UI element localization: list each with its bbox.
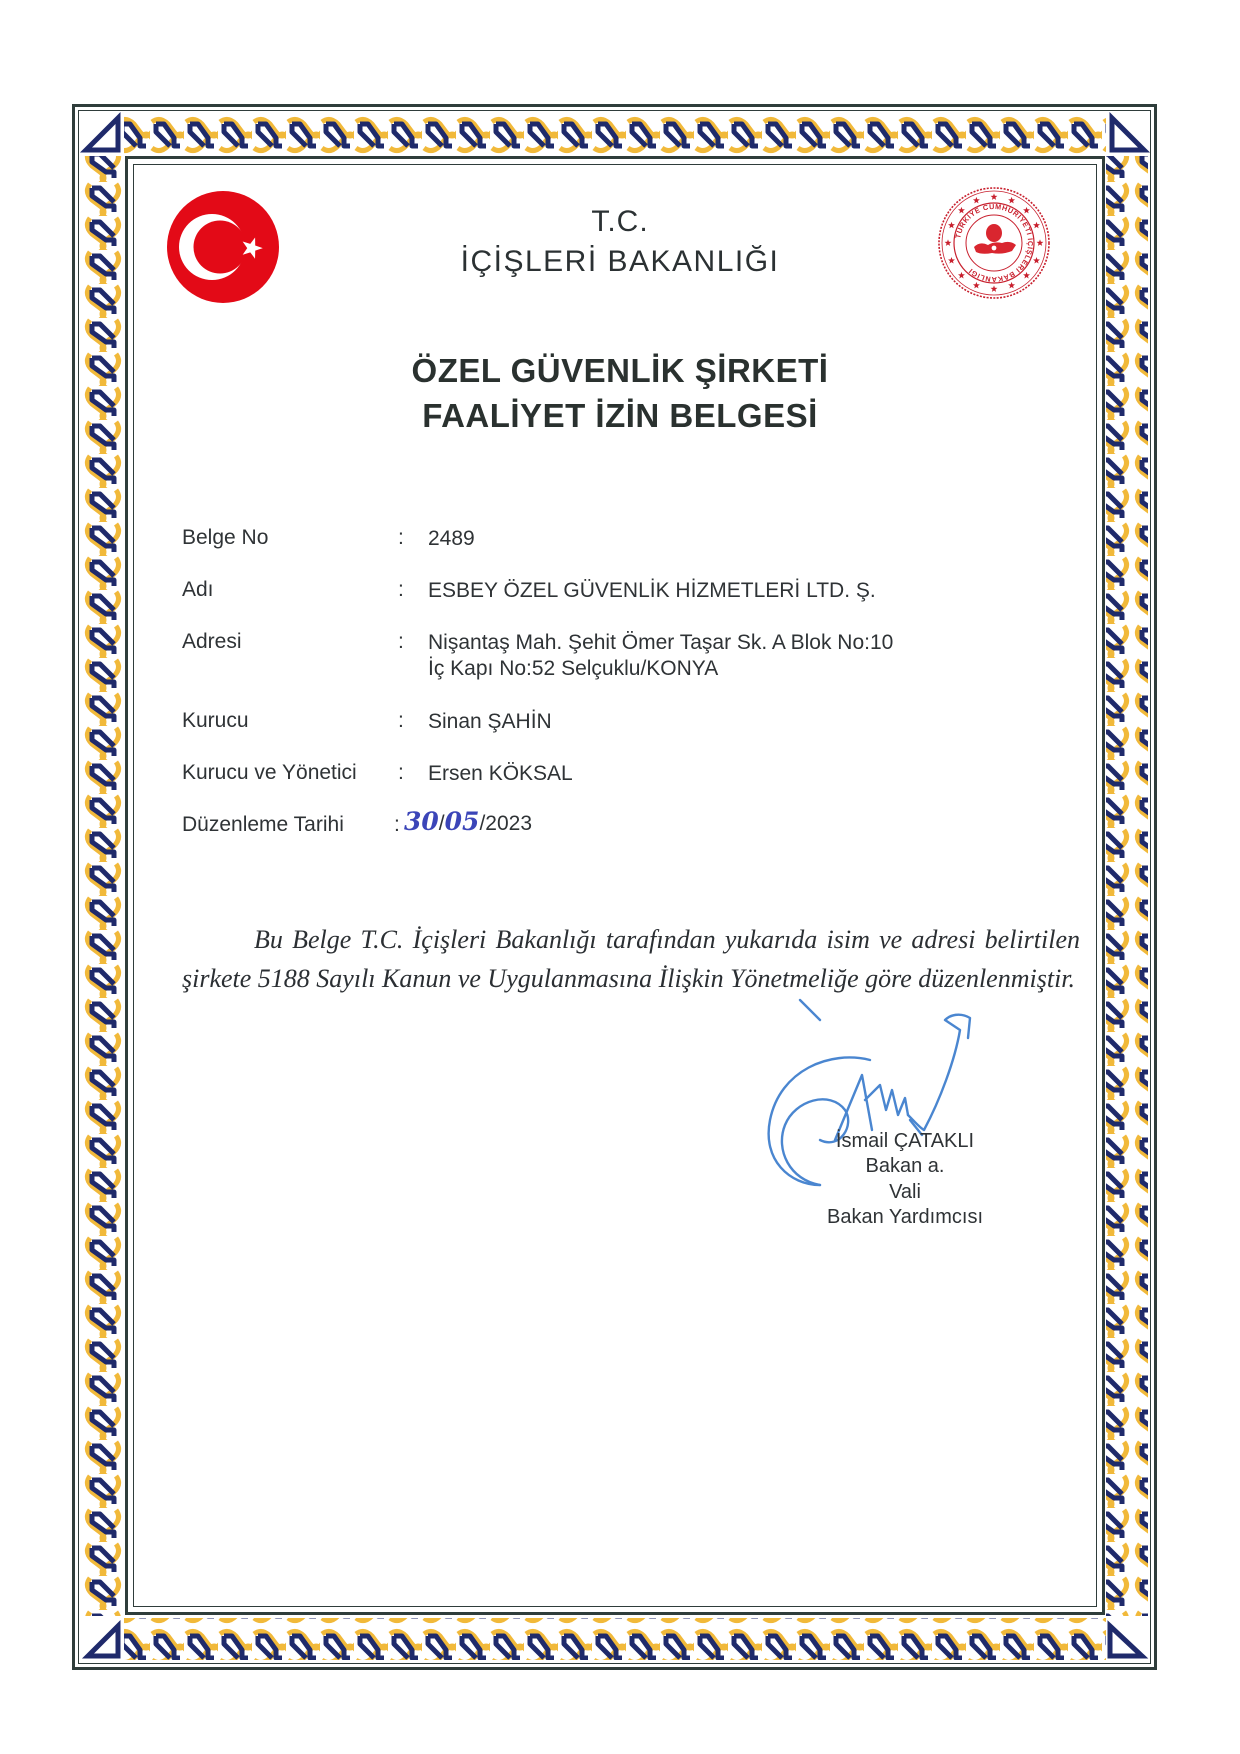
founder-manager-name: Ersen KÖKSAL [428,762,573,785]
seal-star-icon [991,193,998,200]
signatory-title-deputy-minister: Bakan Yardımcısı [827,1206,983,1228]
signatory-title-governor: Vali [889,1181,921,1203]
founder-name: Sinan ŞAHİN [428,710,552,733]
date-year: 2023 [485,812,532,835]
address-line-1: Nişantaş Mah. Şehit Ömer Taşar Sk. A Blok No:10 [428,631,894,654]
signatory-name: İsmail ÇATAKLI [835,1130,975,1152]
seal-star-icon [973,197,980,204]
field-label: Kurucu [182,709,249,732]
document-number: 2489 [428,527,475,550]
signatory-on-behalf: Bakan a. [865,1155,945,1177]
seal-star-icon [973,282,980,289]
document-title-line-1: ÖZEL GÜVENLİK ŞİRKETİ [411,352,829,389]
handwritten-day: 30 [404,807,439,836]
field-row-address [182,630,1062,686]
field-label: Adresi [182,630,242,653]
seal-text: TÜRKİYE CUMHURİYETİ İÇİŞLERİ BAKANLIĞI [953,201,1036,285]
field-separator: : [398,526,404,549]
address-line-2: İç Kapı No:52 Selçuklu/KONYA [428,657,719,680]
field-label: Kurucu ve Yönetici [182,761,357,784]
field-label: Belge No [182,526,269,549]
seal-star-icon [1008,197,1015,204]
date-separator: / [438,812,445,835]
field-separator: : [398,630,404,653]
seal-star-icon [991,285,998,292]
field-label: Adı [182,578,214,601]
date-separator: / [479,812,486,835]
document-title-line-2: FAALİYET İZİN BELGESİ [422,397,818,434]
handwritten-month: 05 [444,807,480,836]
field-separator: : [398,709,404,732]
field-label: Düzenleme Tarihi [182,813,344,836]
certification-statement: Bu Belge T.C. İçişleri Bakanlığı tarafından yukarıda isim ve adresi belirtilen şirkete 5188 Sayılı Kanun ve Uygulanmasına İlişkin Yönetmeliğe göre düzenlenmiştir. [182,925,1080,993]
state-abbreviation: T.C. [591,205,649,238]
field-separator: : [398,761,404,784]
issue-date [404,809,532,837]
field-separator: : [394,813,400,836]
ministry-name: İÇİŞLERİ BAKANLIĞI [460,245,780,278]
ministry-seal-icon [936,185,1052,301]
company-name: ESBEY ÖZEL GÜVENLİK HİZMETLERİ LTD. Ş. [428,579,876,602]
field-separator: : [398,578,404,601]
seal-star-icon [1008,282,1015,289]
